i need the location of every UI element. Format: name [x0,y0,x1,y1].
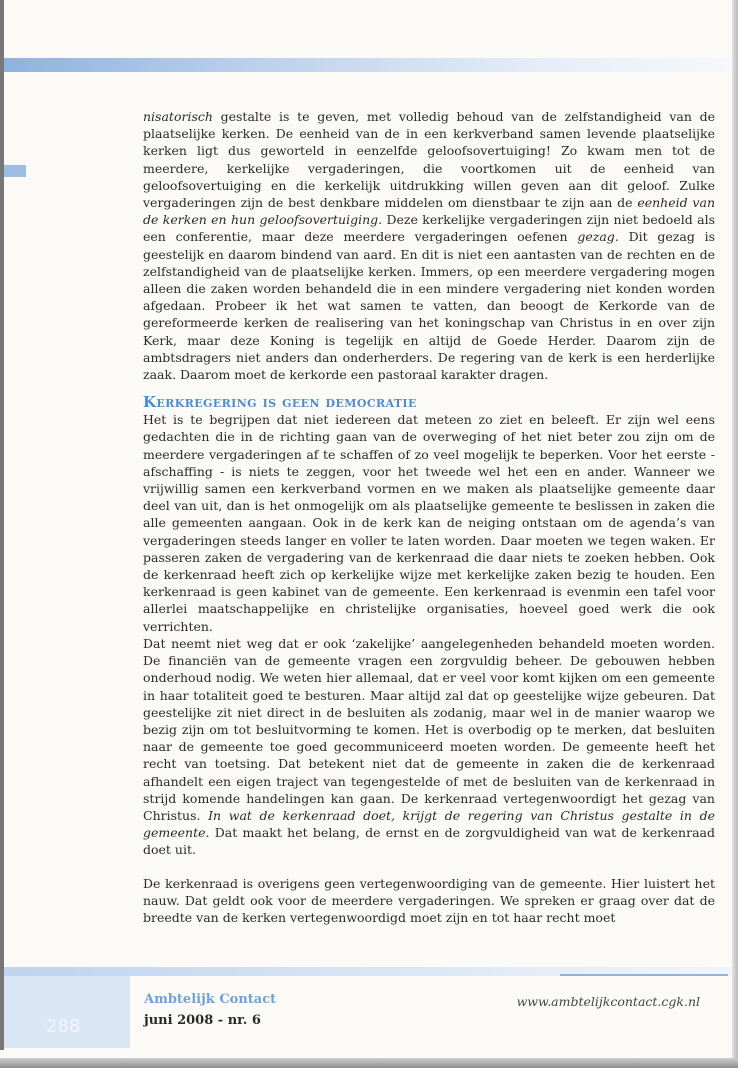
footer-panel [4,976,130,1048]
paragraph-2: Het is te begrijpen dat niet iedereen dat meteen zo ziet en beleeft. Er zijn wel eens gedachten die in de richting gaan van de overweging of het niet beter zou zijn om de meerdere vergaderingen af te schaffen of zo veel mogelijk te beperken. Voor het eerste - afschaffing - is niets te zeggen, voor het tweede wel het een en ander. Wanneer we vrijwillig samen een kerkverband vormen en we maken als plaatselijke gemeente daar deel van uit, dan is het onmogelijk om als plaatselijke gemeente te beslissen in zaken die alle gemeenten aangaan. Ook in de kerk kan de neiging ontstaan om de agenda’s van vergaderingen steeds langer en voller te laten worden. Daar moeten we tegen waken. Er passeren zaken de vergadering van de kerkenraad die daar niets te zoeken hebben. Ook de kerkenraad heeft zich op kerkelijke wijze met kerkelijke zaken bezig te houden. Een kerkenraad is geen kabinet van de gemeente. Een kerkenraad is evenmin een tafel voor allerlei maatschappelijke en christelijke organisaties, hoeveel goed werk die ook verrichten. [143,412,715,634]
page-edge-left [0,0,4,1050]
magazine-title: Ambtelijk Contact [144,992,277,1007]
magazine-url[interactable]: www.ambtelijkcontact.cgk.nl [516,994,700,1009]
paragraph-3: Dat neemt niet weg dat er ook ‘zakelijke’ aangelegenheden behandeld moeten worden. De financiën van de gemeente vragen een zorgvuldig beheer. De gebouwen hebben onderhoud nodig. We weten hier allemaal, dat er veel voor komt kijken om een gemeente in haar totaliteit goed te besturen. Maar altijd zal dat op geestelijke wijze gebeuren. Dat geestelijke zit niet direct in de besluiten als zodanig, maar wel in de manier waarop we bezig zijn om tot besluitvorming te komen. Het is overbodig op te merken, dat besluiten naar de gemeente toe goed gecommuniceerd moeten worden. De gemeente heeft het recht van toetsing. Dat betekent niet dat de gemeente in zaken die de kerkenraad afhandelt een eigen traject van tegengestelde of met de besluiten van de kerkenraad in strijd komende handelingen kan gaan. De kerkenraad vertegenwoordigt het gezag van Christus. In wat de kerkenraad doet, krijgt de regering van Christus gestalte in de gemeente. Dat maakt het belang, de ernst en de zorgvuldigheid van wat de kerkenraad doet uit. [143,635,715,858]
magazine-issue: juni 2008 - nr. 6 [144,1013,261,1028]
paragraph-1-lead: nisatorisch [143,109,213,124]
top-color-band [4,58,732,72]
article-body [143,108,715,926]
paragraph-4: De kerkenraad is overigens geen vertegenwoordiging van de gemeente. Hier luistert het nauw. Dat geldt ook voor de meerdere vergaderingen. We spreken er graag over dat de breedte van de kerken vertegenwoordigd moet zijn en tot haar recht moet [143,875,715,925]
page-edge-bottom [0,1058,738,1068]
paragraph-1: nisatorisch gestalte is te geven, met volledig behoud van de zelfstandigheid van de plaatselijke kerken. De eenheid van de in een kerkverband samen levende plaatselijke kerken ligt dus geworteld in eenzelfde geloofsovertuiging! Zo kwam men tot de meerdere, kerkelijke vergaderingen, die voortkomen uit de eenheid van geloofsovertuiging en die kerkelijk uitdrukking willen geven aan dit geloof. Zulke vergaderingen zijn de best denkbare middelen om dienstbaar te zijn aan de eenheid van de kerken en hun geloofsovertuiging. Deze kerkelijke vergaderingen zijn niet bedoeld als een conferentie, maar deze meerdere vergaderingen oefenen gezag. Dit gezag is geestelijk en daarom bindend van aard. En dit is niet een aantasten van de rechten en de zelfstandigheid van de plaatselijke kerken. Immers, op een meerdere vergadering mogen alleen die zaken worden behandeld die in een mindere vergadering niet konden worden afgedaan. Probeer ik het wat samen te vatten, dan beoogt de Kerkorde van de gereformeerde kerken de realisering van het koningschap van Christus in en over zijn Kerk, maar deze Koning is tegelijk en altijd de Goede Herder. Daarom zijn de ambtsdragers niet anders dan onderherders. De regering van de kerk is een herderlijke zaak. Daarom moet de kerkorde een pastoraal karakter dragen. [143,109,716,383]
section-heading: Kerkregering is geen democratie [143,393,417,412]
side-marker [4,165,26,177]
footer-accent-line [560,974,728,976]
page-edge-right [732,0,738,1068]
page-number: 288 [46,1016,81,1037]
